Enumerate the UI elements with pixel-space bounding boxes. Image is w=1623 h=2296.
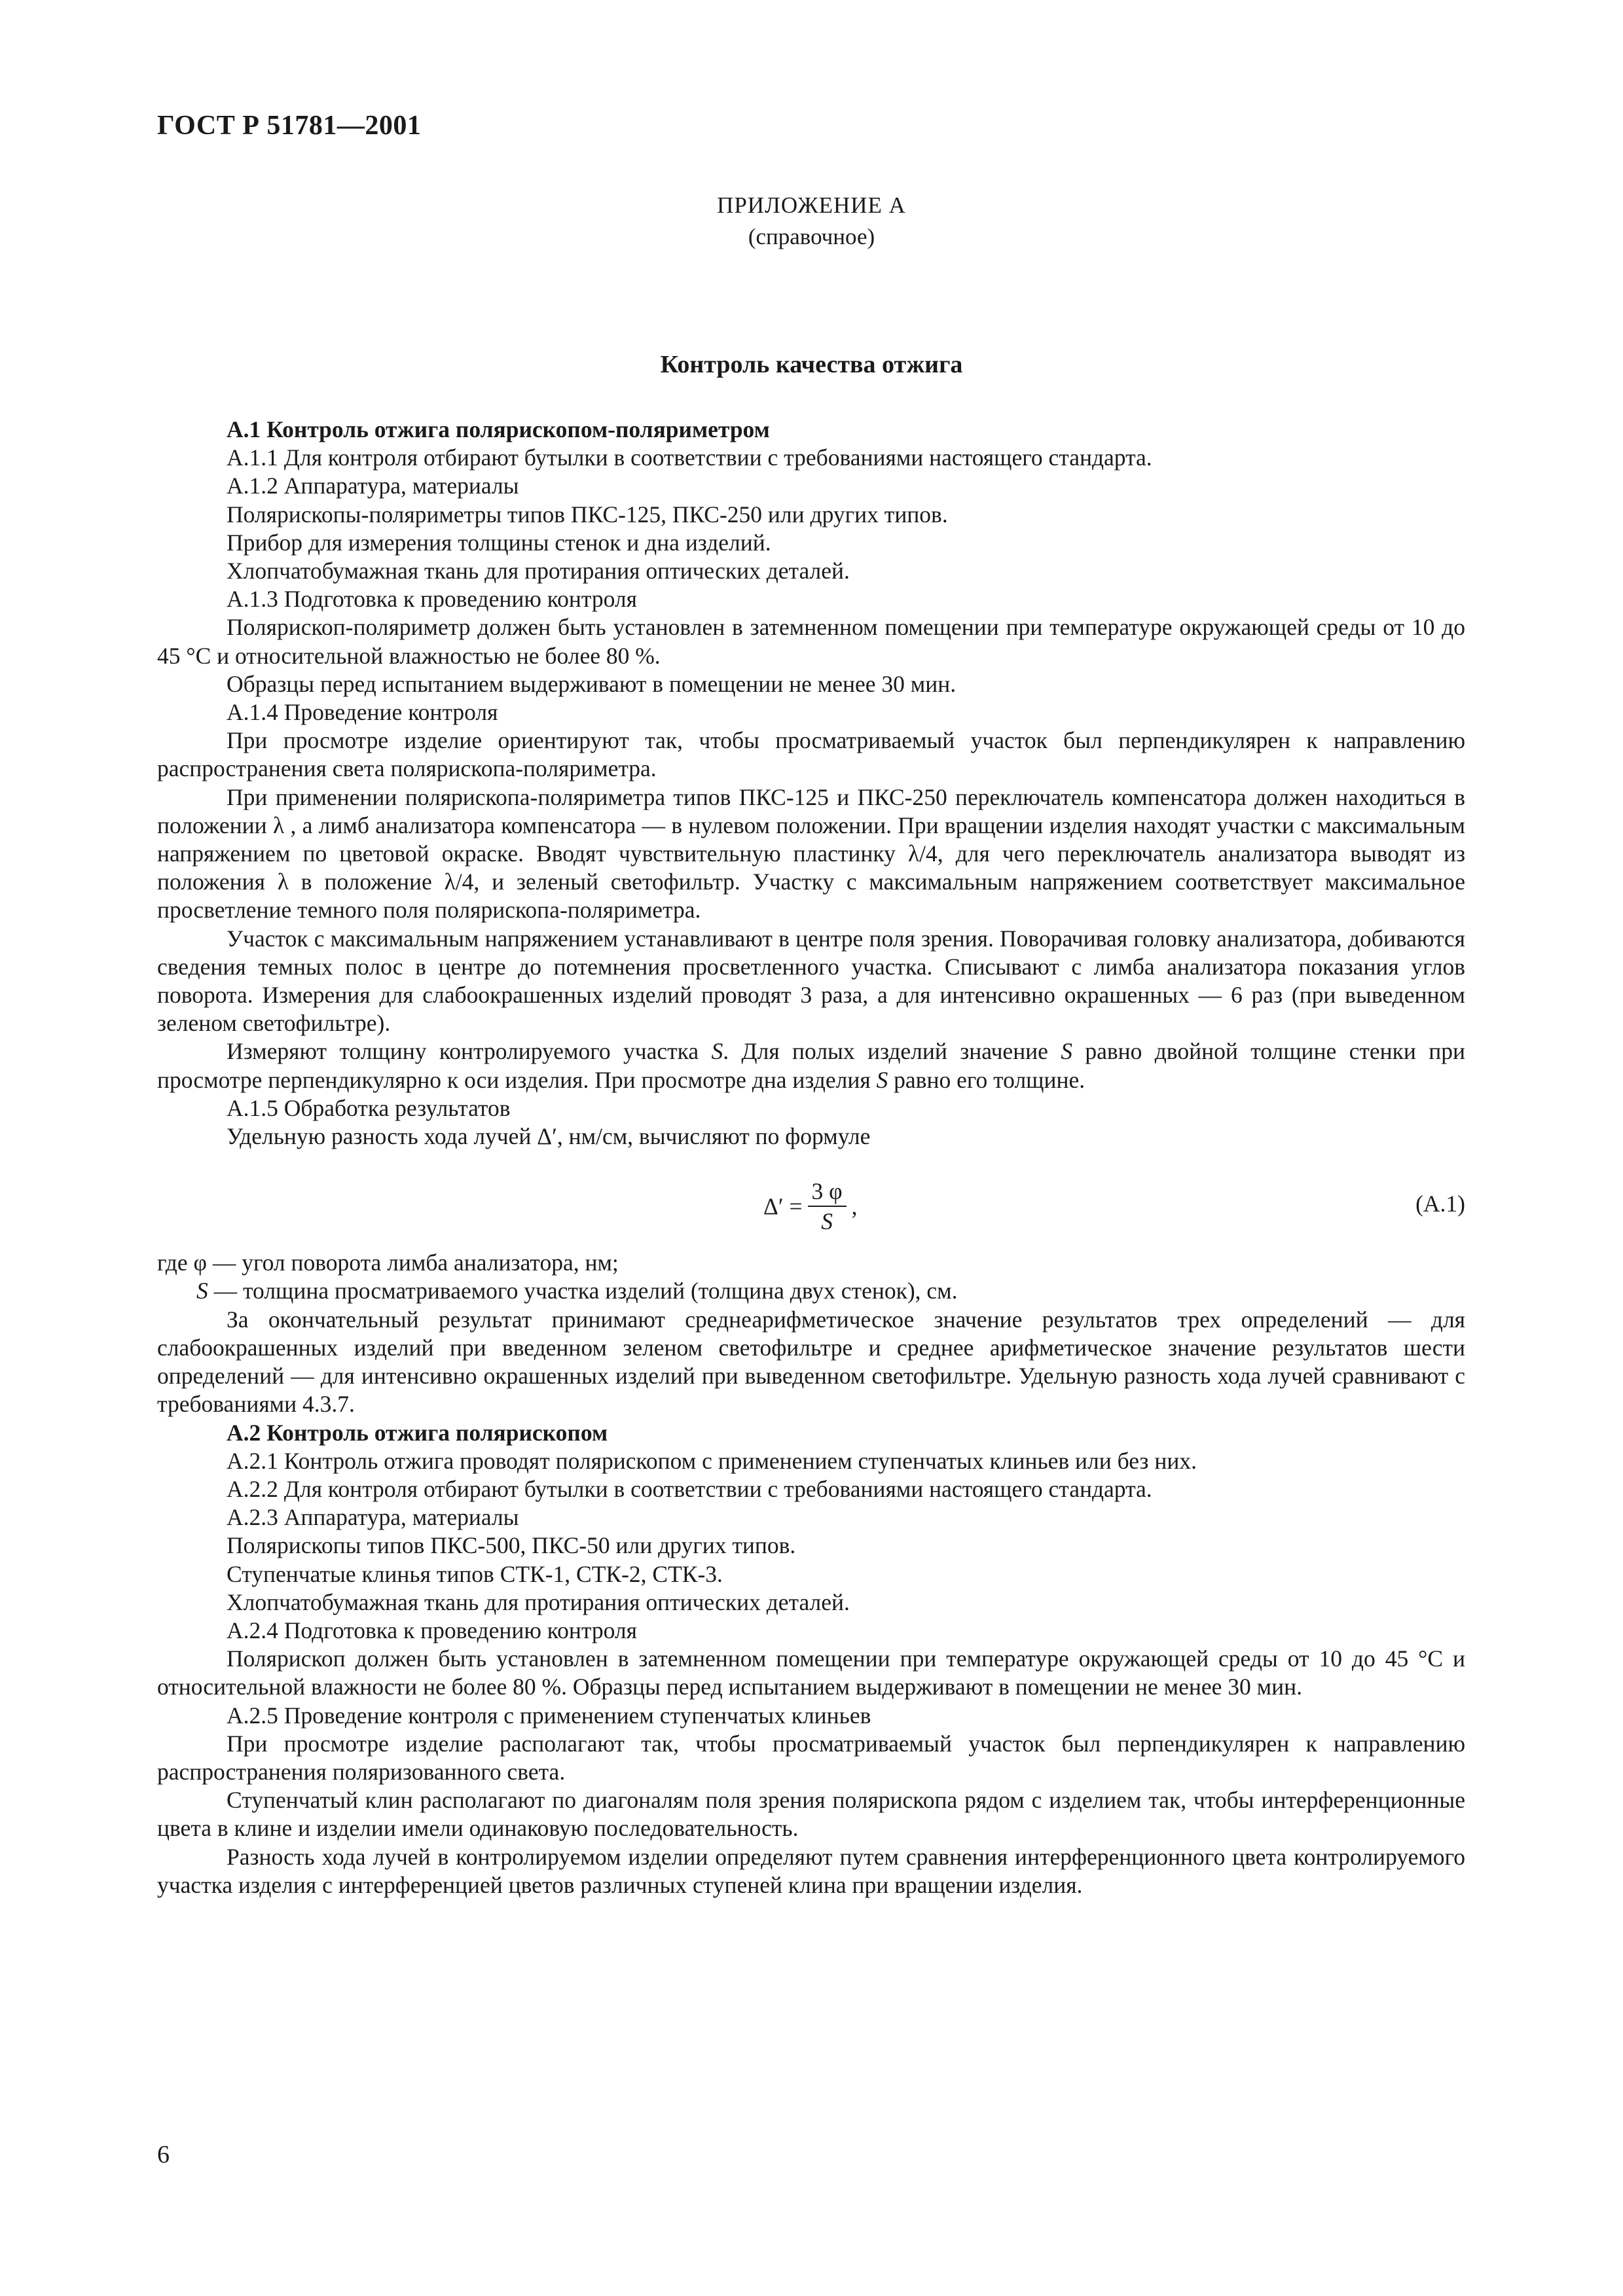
- paragraph: Ступенчатый клин располагают по диагоналям поля зрения полярископа рядом с изделием так, чтобы интерференционные цвета в клине и изделии имели одинаковую последовательность.: [157, 1787, 1465, 1842]
- formula-fraction: [808, 1177, 847, 1236]
- paragraph: Полярископы-поляриметры типов ПКС-125, ПКС-250 или других типов.: [227, 501, 948, 528]
- where-clause: где φ — угол поворота лимба анализатора, нм;: [157, 1249, 619, 1276]
- paragraph: Хлопчатобумажная ткань для протирания оптических деталей.: [227, 558, 850, 584]
- formula-tail: ,: [851, 1193, 858, 1219]
- subsection-heading: А.1.2 Аппаратура, материалы: [227, 473, 519, 499]
- paragraph: Хлопчатобумажная ткань для протирания оптических деталей.: [227, 1588, 850, 1615]
- formula-lhs: Δ′ =: [763, 1193, 803, 1219]
- subsection-heading: А.1.4 Проведение контроля: [227, 699, 498, 726]
- paragraph: А.1.1 Для контроля отбирают бутылки в соответствии с требованиями настоящего стандарта.: [227, 444, 1152, 471]
- section-heading-a2: А.2 Контроль отжига полярископом: [227, 1419, 608, 1446]
- paragraph: Удельную разность хода лучей Δ′, нм/см, вычисляют по формуле: [227, 1123, 871, 1150]
- appendix-label: ПРИЛОЖЕНИЕ А: [717, 192, 906, 218]
- subsection-heading: А.1.5 Обработка результатов: [227, 1094, 511, 1121]
- paragraph: При применении полярископа-поляриметра типов ПКС-125 и ПКС-250 переключатель компенсатора должен находиться в положении λ , а лимб анализатора компенсатора — в нулевом положении. При вращении изделия находят участки с максимальным напряжением по цветовой окраске. Вводят чувствительную пластинку λ/4, для чего переключатель анализатора выводят из положения λ в положение λ/4, и зеленый светофильтр. Участку с максимальным напряжением соответствует максимальное просветление темного поля полярископа-поляриметра.: [157, 783, 1465, 924]
- paragraph: Прибор для измерения толщины стенок и дна изделий.: [227, 529, 771, 556]
- paragraph: А.2.2 Для контроля отбирают бутылки в соответствии с требованиями настоящего стандарта.: [227, 1475, 1152, 1502]
- appendix-heading: [0, 190, 1623, 253]
- formula-expression: [763, 1177, 858, 1236]
- document-body: [157, 416, 1465, 1899]
- paragraph: При просмотре изделие располагают так, чтобы просматриваемый участок был перпендикулярен к направлению распространения поляризованного света.: [157, 1730, 1465, 1785]
- formula-number: (А.1): [1415, 1191, 1465, 1217]
- paragraph: Разность хода лучей в контролируемом изделии определяют путем сравнения интерференционного цвета контролируемого участка изделия с интерференцией цветов различных ступеней клина при вращении изделия.: [157, 1843, 1465, 1898]
- paragraph: А.2.1 Контроль отжига проводят полярископом с применением ступенчатых клиньев или без них.: [227, 1447, 1197, 1474]
- subsection-heading: А.2.5 Проведение контроля с применением ступенчатых клиньев: [227, 1702, 871, 1729]
- paragraph: Участок с максимальным напряжением устанавливают в центре поля зрения. Поворачивая головку анализатора, добиваются сведения темных полос в центре до потемнения просветленного участка. Списывают с лимба анализатора показания углов поворота. Измерения для слабоокрашенных изделий проводят 3 раза, а для интенсивно окрашенных — 6 раз (при выведенном зеленом светофильтре).: [157, 925, 1465, 1037]
- paragraph: Измеряют толщину контролируемого участка S. Для полых изделий значение S равно двойной толщине стенки при просмотре перпендикулярно к оси изделия. При просмотре дна изделия S равно его толщине.: [157, 1038, 1465, 1093]
- paragraph: Полярископ-поляриметр должен быть установлен в затемненном помещении при температуре окружающей среды от 10 до 45 °С и относительной влажностью не более 80 %.: [157, 614, 1465, 669]
- paragraph: За окончательный результат принимают среднеарифметическое значение результатов трех определений — для слабоокрашенных изделий при введенном зеленом светофильтре и среднее арифметическое значение результатов шести определений — для интенсивно окрашенных изделий при выведенном светофильтре. Удельную разность хода лучей сравнивают с требованиями 4.3.7.: [157, 1306, 1465, 1418]
- formula-numerator: 3 φ: [808, 1177, 847, 1207]
- paragraph: Полярископ должен быть установлен в затемненном помещении при температуре окружающей среды от 10 до 45 °С и относительной влажности не более 80 %. Образцы перед испытанием выдерживают в помещении не менее 30 мин.: [157, 1645, 1465, 1700]
- section-heading-a1: А.1 Контроль отжига полярископом-поляриметром: [227, 416, 770, 442]
- document-code: ГОСТ Р 51781—2001: [157, 111, 422, 141]
- where-clause: S — толщина просматриваемого участка изделий (толщина двух стенок), см.: [196, 1278, 958, 1304]
- page-number: 6: [157, 2141, 170, 2168]
- formula-a1: [157, 1151, 1465, 1249]
- paragraph: Ступенчатые клинья типов СТК-1, СТК-2, СТК-3.: [227, 1560, 723, 1587]
- appendix-title: Контроль качества отжига: [660, 351, 963, 378]
- paragraph: При просмотре изделие ориентируют так, чтобы просматриваемый участок был перпендикулярен к направлению распространения света полярископа-поляриметра.: [157, 727, 1465, 782]
- paragraph: Полярископы типов ПКС-500, ПКС-50 или других типов.: [227, 1532, 796, 1559]
- subsection-heading: А.2.3 Аппаратура, материалы: [227, 1504, 519, 1531]
- subsection-heading: А.1.3 Подготовка к проведению контроля: [227, 586, 637, 613]
- appendix-note: (справочное): [748, 224, 875, 249]
- subsection-heading: А.2.4 Подготовка к проведению контроля: [227, 1617, 637, 1643]
- formula-denominator: S: [821, 1208, 833, 1235]
- paragraph: Образцы перед испытанием выдерживают в помещении не менее 30 мин.: [227, 670, 957, 697]
